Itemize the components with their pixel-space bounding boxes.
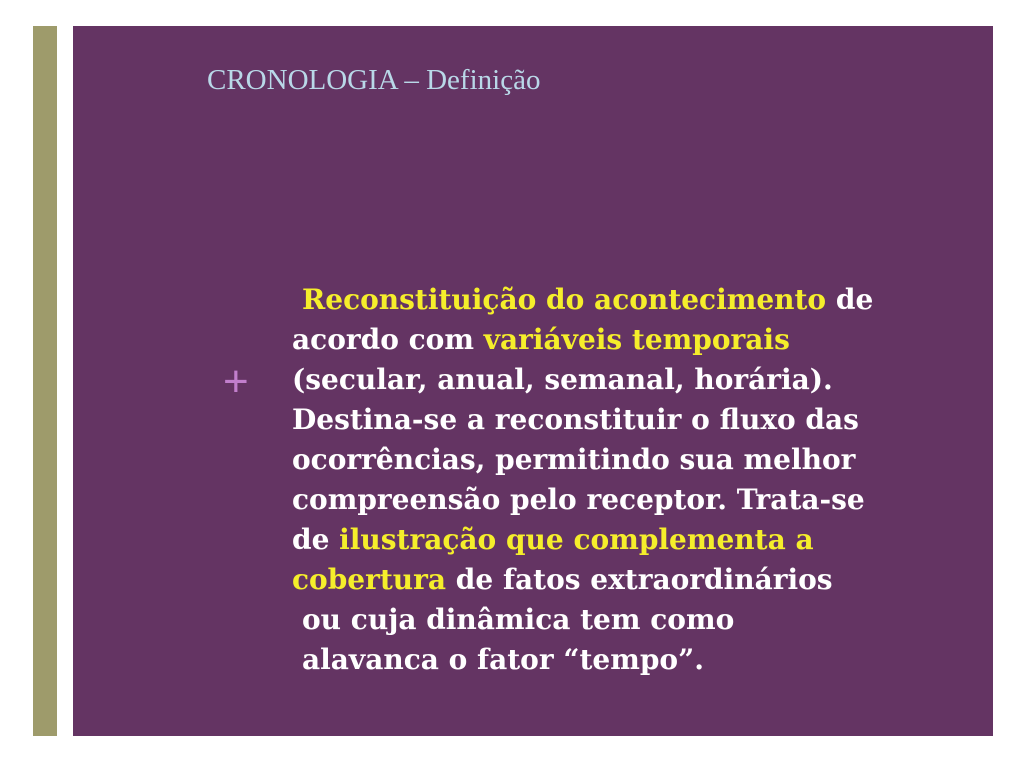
text-line-5: ocorrências, permitindo sua melhor [292, 443, 856, 476]
text-line-4: Destina-se a reconstituir o fluxo das [292, 403, 859, 436]
highlight-cobertura: cobertura [292, 563, 447, 596]
highlight-variaveis: variáveis temporais [483, 323, 790, 356]
text-segment: de fatos extraordinários [446, 563, 833, 596]
text-line-10: alavanca o fator “tempo”. [302, 643, 704, 676]
accent-bar [33, 26, 57, 736]
highlight-ilustracao: ilustração que complementa a [339, 523, 814, 556]
text-line-2 [292, 320, 982, 360]
text-line-6: compreensão pelo receptor. Trata-se [292, 483, 865, 516]
text-line-3: (secular, anual, semanal, horária). [292, 363, 833, 396]
text-line-7 [292, 520, 982, 560]
plus-icon: + [223, 357, 249, 406]
text-segment: de [826, 283, 874, 316]
definition-text [292, 280, 982, 680]
text-segment: acordo com [292, 323, 484, 356]
text-line-8 [292, 560, 982, 600]
text-line-9: ou cuja dinâmica tem como [302, 603, 735, 636]
text-line-1 [292, 280, 982, 320]
text-segment: de [292, 523, 340, 556]
highlight-reconstituicao: Reconstituição do acontecimento [302, 283, 827, 316]
slide-title: CRONOLOGIA – Definição [207, 64, 541, 96]
